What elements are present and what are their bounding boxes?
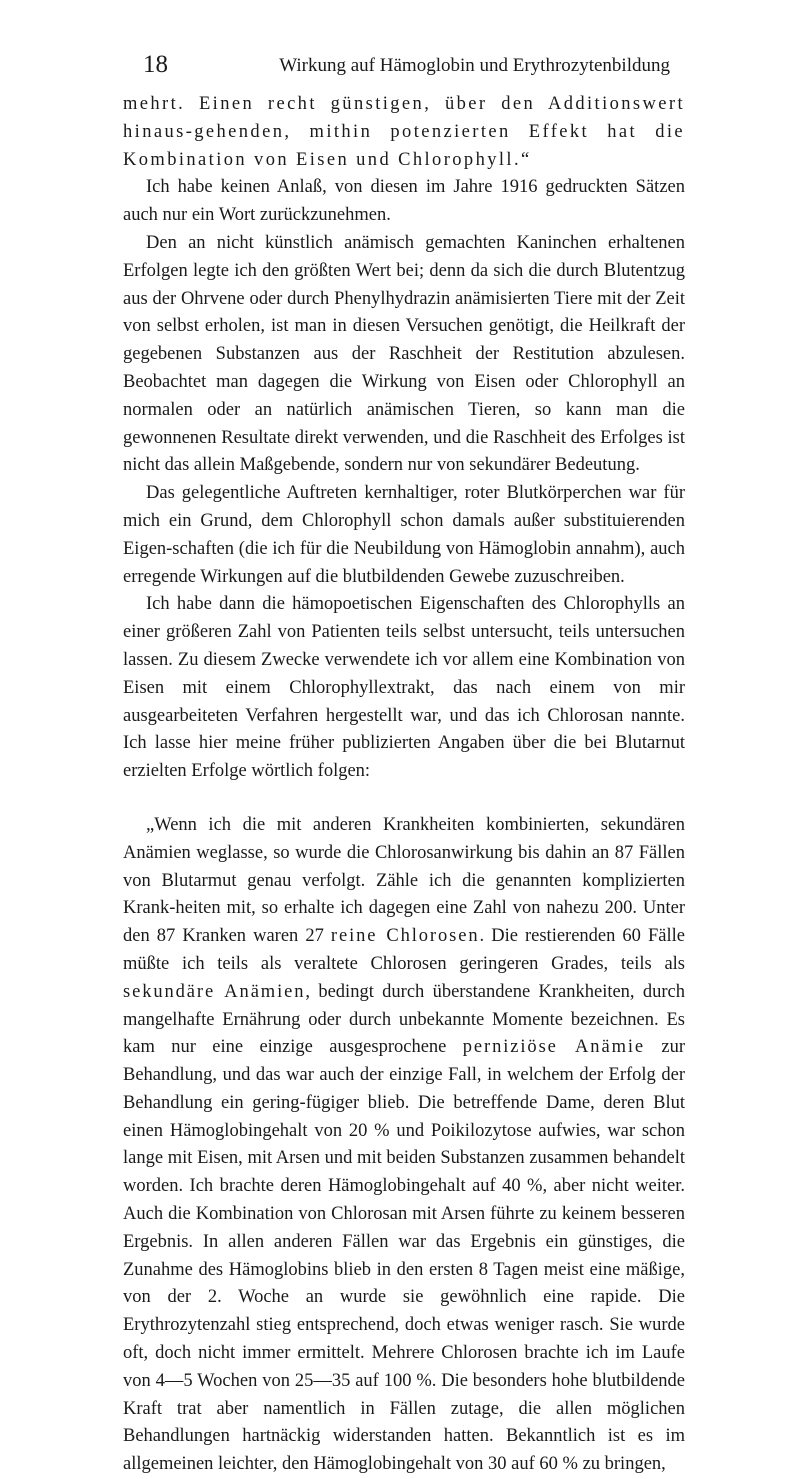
paragraph-text: Den an nicht künstlich anämisch gemachten Kaninchen erhaltenen Erfolgen legte ich den größten Wert bei; denn da sich die durch Blutentzug aus der Ohrvene oder durch Phenylhydrazin anämisierten Tiere mit der Zeit von selbst erholen, ist man in diesen Versuchen genötigt, die Heilkraft der gegebenen Substanzen aus der Raschheit der Restitution abzulesen. Beobachtet man dagegen die Wirkung von Eisen oder Chlorophyll an normalen oder an natürlich anämischen Tieren, so kann man die gewonnenen Resultate direkt verwenden, und die Raschheit des Erfolges ist nicht das allein Maßgebende, sondern nur von sekundärer Bedeutung. xyxy=(123,232,685,476)
page-header xyxy=(143,50,670,80)
paragraph xyxy=(123,230,685,480)
body-text xyxy=(123,91,685,1479)
paragraph-text: , bedingt durch überstandene Krankheiten, durch mangelhafte Ernährung oder durch unbekannte Momente bezeichnen. Es kam nur eine einzige ausgesprochene xyxy=(123,981,685,1058)
paragraph-text: . Die restierenden 60 Fälle müßte ich teils als veraltete Chlorosen geringeren Grades, teils als xyxy=(123,926,685,974)
paragraph xyxy=(123,174,685,230)
quoted-paragraph xyxy=(123,812,685,1479)
page-number: 18 xyxy=(143,51,168,78)
running-title: Wirkung auf Hämoglobin und Erythrozytenbildung xyxy=(279,55,670,76)
paragraph xyxy=(123,480,685,591)
paragraph xyxy=(123,591,685,786)
paragraph-continued xyxy=(123,91,685,174)
paragraph-text: Das gelegentliche Auftreten kernhaltiger, roter Blutkörperchen war für mich ein Grund, dem Chlorophyll schon damals außer substituierenden Eigen-schaften (die ich für die Neubildung von Hämoglobin annahm), auch erregende Wirkungen auf die blutbildenden Gewebe zuzuschreiben. xyxy=(123,483,685,587)
emphasis-reine-chlorosen: reine Chlorosen xyxy=(330,926,480,947)
emphasis-sekundaere-anaemien: sekundäre Anämien xyxy=(123,981,306,1002)
paragraph-text: „Wenn ich die mit anderen Krankheiten kombinierten, sekundären Anämien weglasse, so wurde die Chlorosanwirkung bis dahin an 87 Fällen von Blutarmut genau verfolgt. Zähle ich die genannten komplizierten Krank-heiten mit, so erhalte ich dagegen eine Zahl von nahezu 200. Unter den 87 Kranken waren 27 xyxy=(123,814,685,947)
paragraph-text: Ich habe keinen Anlaß, von diesen im Jahre 1916 gedruckten Sätzen auch nur ein Wort zurückzunehmen. xyxy=(123,177,685,226)
paragraph-text: zur Behandlung, und das war auch der einzige Fall, in welchem der Erfolg der Behandlung ein gering-fügiger blieb. Die betreffende Dame, deren Blut einen Hämoglobingehalt von 20 % und Poikilozytose aufwies, war schon lange mit Eisen, mit Arsen und mit beiden Substanzen zusammen behandelt worden. Ich brachte deren Hämoglobingehalt auf 40 %, aber nicht weiter. Auch die Kombination von Chlorosan mit Arsen führte zu keinem besseren Ergebnis. In allen anderen Fällen war das Ergebnis ein günstiges, die Zunahme des Hämoglobins blieb in den ersten 8 Tagen meist eine mäßige, von der 2. Woche an wurde sie gewöhnlich eine rapide. Die Erythrozytenzahl stieg entsprechend, doch etwas weniger rasch. Sie wurde oft, doch nicht immer ermittelt. Mehrere Chlorosen brachte ich im Laufe von 4—5 Wochen von 25—35 auf 100 %. Die besonders hohe blutbildende Kraft trat aber namentlich in Fällen zutage, die allen möglichen Behandlungen hartnäckig widerstanden hatten. Bekanntlich ist es im allgemeinen leichter, den Hämoglobingehalt von 30 auf 60 % zu bringen, xyxy=(123,1037,686,1475)
paragraph-text: mehrt. Einen recht günstigen, über den Additionswert hinaus-gehenden, mithin potenzierten Effekt hat die Kombination von Eisen und Chlorophyll.“ xyxy=(123,94,685,170)
emphasis-pernizioese-anaemie: perniziöse Anämie xyxy=(462,1037,646,1058)
paragraph-text: Ich habe dann die hämopoetischen Eigenschaften des Chlorophylls an einer größeren Zahl von Patienten teils selbst untersucht, teils untersuchen lassen. Zu diesem Zwecke verwendete ich vor allem eine Kombination von Eisen mit einem Chlorophyllextrakt, das nach einem von mir ausgearbeiteten Verfahren hergestellt war, und das ich Chlorosan nannte. Ich lasse hier meine früher publizierten Angaben über die bei Blutarnut erzielten Erfolge wörtlich folgen: xyxy=(123,594,685,782)
